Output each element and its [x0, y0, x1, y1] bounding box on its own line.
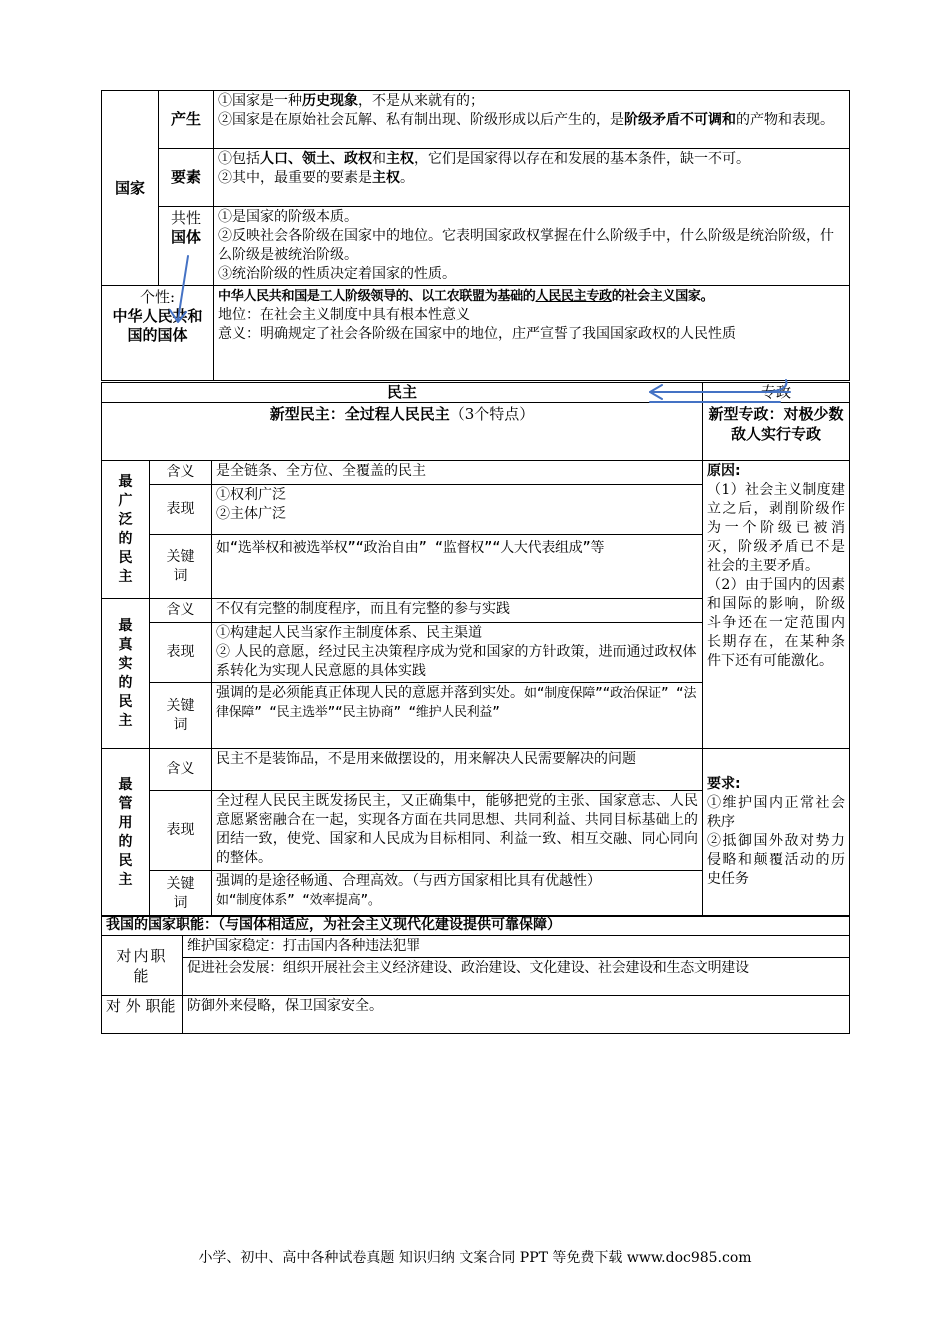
prc-meaning: 意义：明确规定了社会各阶级在国家中的地位，庄严宣誓了我国国家政权的人民性质	[218, 326, 736, 342]
widest-keywords: 如“选举权和被选举权”“政治自由” “监督权”“人大代表组成”等	[212, 535, 703, 599]
nature-content: ①是国家的阶级本质。 ②反映社会各阶级在国家中的地位。它表明国家政权掌握在什么阶级手中，什么阶级是统治阶级，什么阶级是被统治阶级。 ③统治阶级的性质决定着国家的性质。	[214, 207, 850, 286]
useful-meaning-label: 含义	[150, 749, 212, 791]
external-label: 对 外 职能	[102, 996, 183, 1034]
internal-label: 对内职能	[102, 936, 183, 996]
new-democracy-title: 新型民主：全过程人民民主（3个特点）	[102, 403, 703, 461]
widest-manifestation: ①权利广泛 ②主体广泛	[212, 485, 703, 535]
reasons-cell	[703, 461, 850, 749]
functions-table	[101, 915, 850, 1034]
truest-meaning-label: 含义	[150, 599, 212, 623]
elements-content: ①包括人口、领土、政权和主权，它们是国家得以存在和发展的基本条件，缺一不可。 ②其中，最重要的要素是主权。	[214, 149, 850, 207]
origin-label: 产生	[159, 91, 214, 149]
nature-label-top: 共性	[170, 209, 201, 227]
useful-label: 最管用的民主	[102, 749, 150, 917]
widest-meaning-label: 含义	[150, 461, 212, 485]
state-label: 国家	[102, 91, 159, 286]
truest-label: 最真实的民主	[102, 599, 150, 749]
truest-keywords-label: 关键词	[150, 683, 212, 749]
requirements-title: 要求:	[707, 776, 741, 792]
democracy-table	[101, 382, 850, 917]
useful-meaning: 民主不是装饰品，不是用来做摆设的，用来解决人民需要解决的问题	[212, 749, 703, 791]
prc-label-bottom: 中华人民共和国的国体	[112, 307, 203, 344]
requirements-p2: ②抵御国外敌对势力侵略和颠覆活动的历史任务	[707, 833, 846, 887]
prc-content: 中华人民共和国是工人阶级领导的、以工农联盟为基础的人民民主专政的社会主义国家。 地位：在社会主义制度中具有根本性意义 意义：明确规定了社会各阶级在国家中的地位，庄严宣誓了我国国家政权的人民性质	[214, 286, 850, 381]
nature-label-main: 国体	[170, 228, 201, 246]
prc-label-top: 个性:	[139, 288, 176, 306]
truest-manifestation: ①构建起人民当家作主制度体系、民主渠道 ② 人民的意愿，经过民主决策程序成为党和国家的方针政策，进而通过政权体系转化为实现人民意愿的具体实践	[212, 623, 703, 683]
internal-2: 促进社会发展：组织开展社会主义经济建设、政治建设、文化建设、社会建设和生态文明建设	[183, 958, 850, 996]
requirements-cell	[703, 749, 850, 917]
nature-label	[159, 207, 214, 286]
widest-label: 最广泛的民主	[102, 461, 150, 599]
reasons-p1: （1）社会主义制度建立之后，剥削阶级作为一个阶级已被消灭，阶级矛盾已不是社会的主要矛盾。	[707, 482, 846, 574]
useful-manifestation-label: 表现	[150, 791, 212, 871]
elements-label: 要素	[159, 149, 214, 207]
truest-keywords: 强调的是必须能真正体现人民的意愿并落到实处。如“制度保障”“政治保证” “法律保障” “民主选举”“民主协商” “维护人民利益”	[212, 683, 703, 749]
requirements-p1: ①维护国内正常社会秩序	[707, 795, 846, 830]
widest-keywords-label: 关键词	[150, 535, 212, 599]
reasons-p2: （2）由于国内的因素和国际的影响，阶级斗争还在一定范围内长期存在，在某种条件下还有可能激化。	[707, 577, 846, 669]
dictatorship-header: 专政	[703, 383, 850, 403]
origin-content: ①国家是一种历史现象，不是从来就有的； ②国家是在原始社会瓦解、私有制出现、阶级形成以后产生的，是阶级矛盾不可调和的产物和表现。	[214, 91, 850, 149]
democracy-header: 民主	[102, 383, 703, 403]
widest-meaning: 是全链条、全方位、全覆盖的民主	[212, 461, 703, 485]
state-table	[101, 90, 850, 381]
useful-keywords: 强调的是途径畅通、合理高效。（与西方国家相比具有优越性） 如“制度体系” “效率提高”。	[212, 871, 703, 917]
prc-label	[102, 286, 214, 381]
truest-meaning: 不仅有完整的制度程序，而且有完整的参与实践	[212, 599, 703, 623]
prc-status: 地位：在社会主义制度中具有根本性意义	[218, 307, 470, 323]
useful-keywords-label: 关键词	[150, 871, 212, 917]
truest-manifestation-label: 表现	[150, 623, 212, 683]
new-dictatorship-title: 新型专政：对极少数敌人实行专政	[703, 403, 850, 461]
external: 防御外来侵略，保卫国家安全。	[183, 996, 850, 1034]
internal-1: 维护国家稳定：打击国内各种违法犯罪	[183, 936, 850, 958]
reasons-title: 原因:	[707, 463, 741, 479]
widest-manifestation-label: 表现	[150, 485, 212, 535]
useful-manifestation: 全过程人民民主既发扬民主，又正确集中，能够把党的主张、国家意志、人民意愿紧密融合在一起，实现各方面在共同思想、共同利益、共同目标基础上的团结一致，使党、国家和人民成为目标相同、利益一致、相互交融、同心同向的整体。	[212, 791, 703, 871]
footer: 小学、初中、高中各种试卷真题 知识归纳 文案合同 PPT 等免费下载 www.doc985.com	[198, 1250, 752, 1266]
functions-title: 我国的国家职能：（与国体相适应，为社会主义现代化建设提供可靠保障）	[102, 916, 850, 936]
